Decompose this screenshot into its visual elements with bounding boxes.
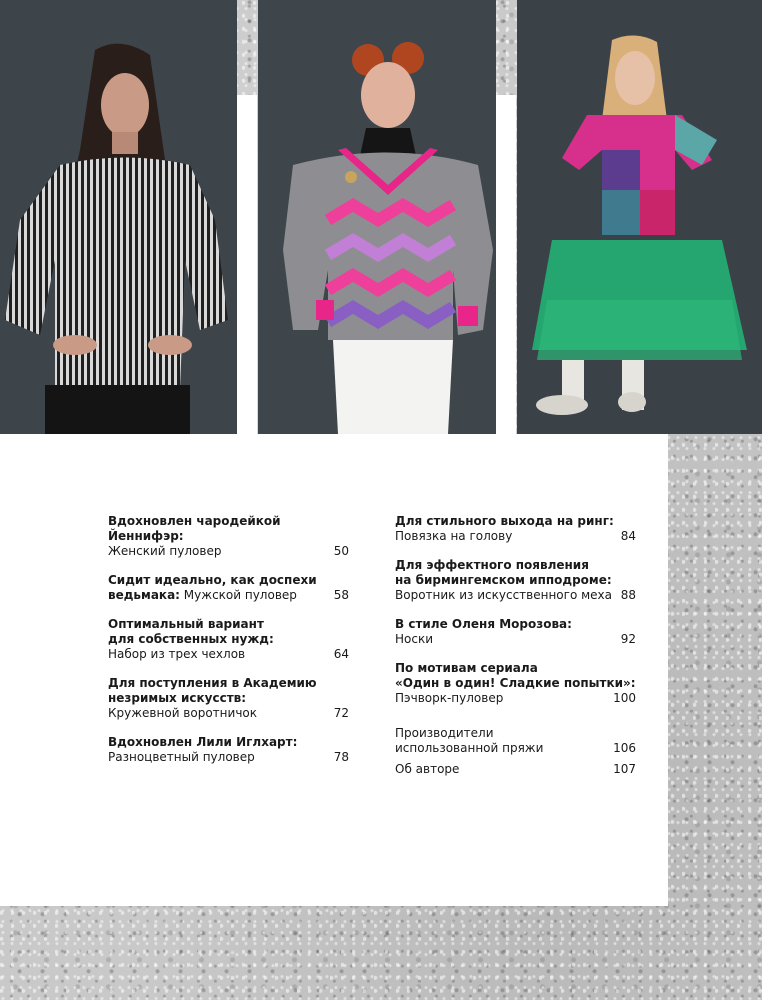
toc-page: 78 xyxy=(333,750,349,764)
toc-heading: Для стильного выхода на ринг: xyxy=(395,514,614,528)
toc-page: 107 xyxy=(613,762,636,776)
toc-entry[interactable] xyxy=(395,661,636,706)
toc-page: 92 xyxy=(620,632,636,646)
toc-entry[interactable] xyxy=(108,573,349,603)
toc-page: 100 xyxy=(613,691,636,705)
toc-entry[interactable] xyxy=(108,514,349,559)
toc-title: Женский пуловер xyxy=(108,544,222,558)
toc-title: Кружевной воротничок xyxy=(108,706,257,720)
toc-title: использованной пряжи xyxy=(395,741,544,755)
toc-title: Пэчворк-пуловер xyxy=(395,691,504,705)
photo-zigzag-sweater xyxy=(258,0,496,434)
toc-page: 58 xyxy=(333,588,349,602)
toc-title: Повязка на голову xyxy=(395,529,513,543)
toc-heading: По мотивам сериала xyxy=(395,661,538,675)
toc-entry[interactable] xyxy=(395,762,636,777)
toc-heading: В стиле Оленя Морозова: xyxy=(395,617,572,631)
toc-right-column xyxy=(395,514,636,791)
toc-entry[interactable] xyxy=(395,726,636,756)
toc-page: 72 xyxy=(333,706,349,720)
toc-entry[interactable] xyxy=(395,617,636,647)
toc-heading: Вдохновлен Лили Иглхарт: xyxy=(108,735,298,749)
toc-heading: Сидит идеально, как доспехи xyxy=(108,573,317,587)
photo-striped-sweater xyxy=(0,0,237,434)
toc-page: 84 xyxy=(620,529,636,543)
toc-heading: Вдохновлен чародейкой Йеннифэр: xyxy=(108,514,281,543)
toc-heading: на бирмингемском ипподроме: xyxy=(395,573,612,587)
toc-entry[interactable] xyxy=(395,514,636,544)
toc-heading: «Один в один! Сладкие попытки»: xyxy=(395,676,636,690)
toc-entry[interactable] xyxy=(108,735,349,765)
toc-page: 88 xyxy=(620,588,636,602)
toc-title: Разноцветный пуловер xyxy=(108,750,255,764)
toc-entry[interactable] xyxy=(395,558,636,603)
toc-left-column xyxy=(108,514,349,779)
toc-title: Воротник из искусственного меха xyxy=(395,588,612,602)
toc-title: Производители xyxy=(395,726,494,740)
toc-title: Об авторе xyxy=(395,762,460,776)
toc-entry[interactable] xyxy=(108,617,349,662)
toc-heading: незримых искусств: xyxy=(108,691,247,705)
toc-heading-inline: ведьмака: xyxy=(108,588,180,602)
white-divider-2 xyxy=(496,95,516,435)
toc-page: 106 xyxy=(613,741,636,755)
toc-heading: Для эффектного появления xyxy=(395,558,589,572)
toc-title: Мужской пуловер xyxy=(183,588,297,602)
white-divider-1 xyxy=(237,95,257,435)
toc-page: 50 xyxy=(333,544,349,558)
toc-title-line xyxy=(108,588,326,603)
toc-heading: Оптимальный вариант xyxy=(108,617,264,631)
toc-title: Набор из трех чехлов xyxy=(108,647,246,661)
toc-title: Носки xyxy=(395,632,434,646)
toc-heading: для собственных нужд: xyxy=(108,632,274,646)
toc-heading: Для поступления в Академию xyxy=(108,676,317,690)
toc-entry[interactable] xyxy=(108,676,349,721)
photo-patchwork-sweater xyxy=(517,0,762,434)
toc-page: 64 xyxy=(333,647,349,661)
